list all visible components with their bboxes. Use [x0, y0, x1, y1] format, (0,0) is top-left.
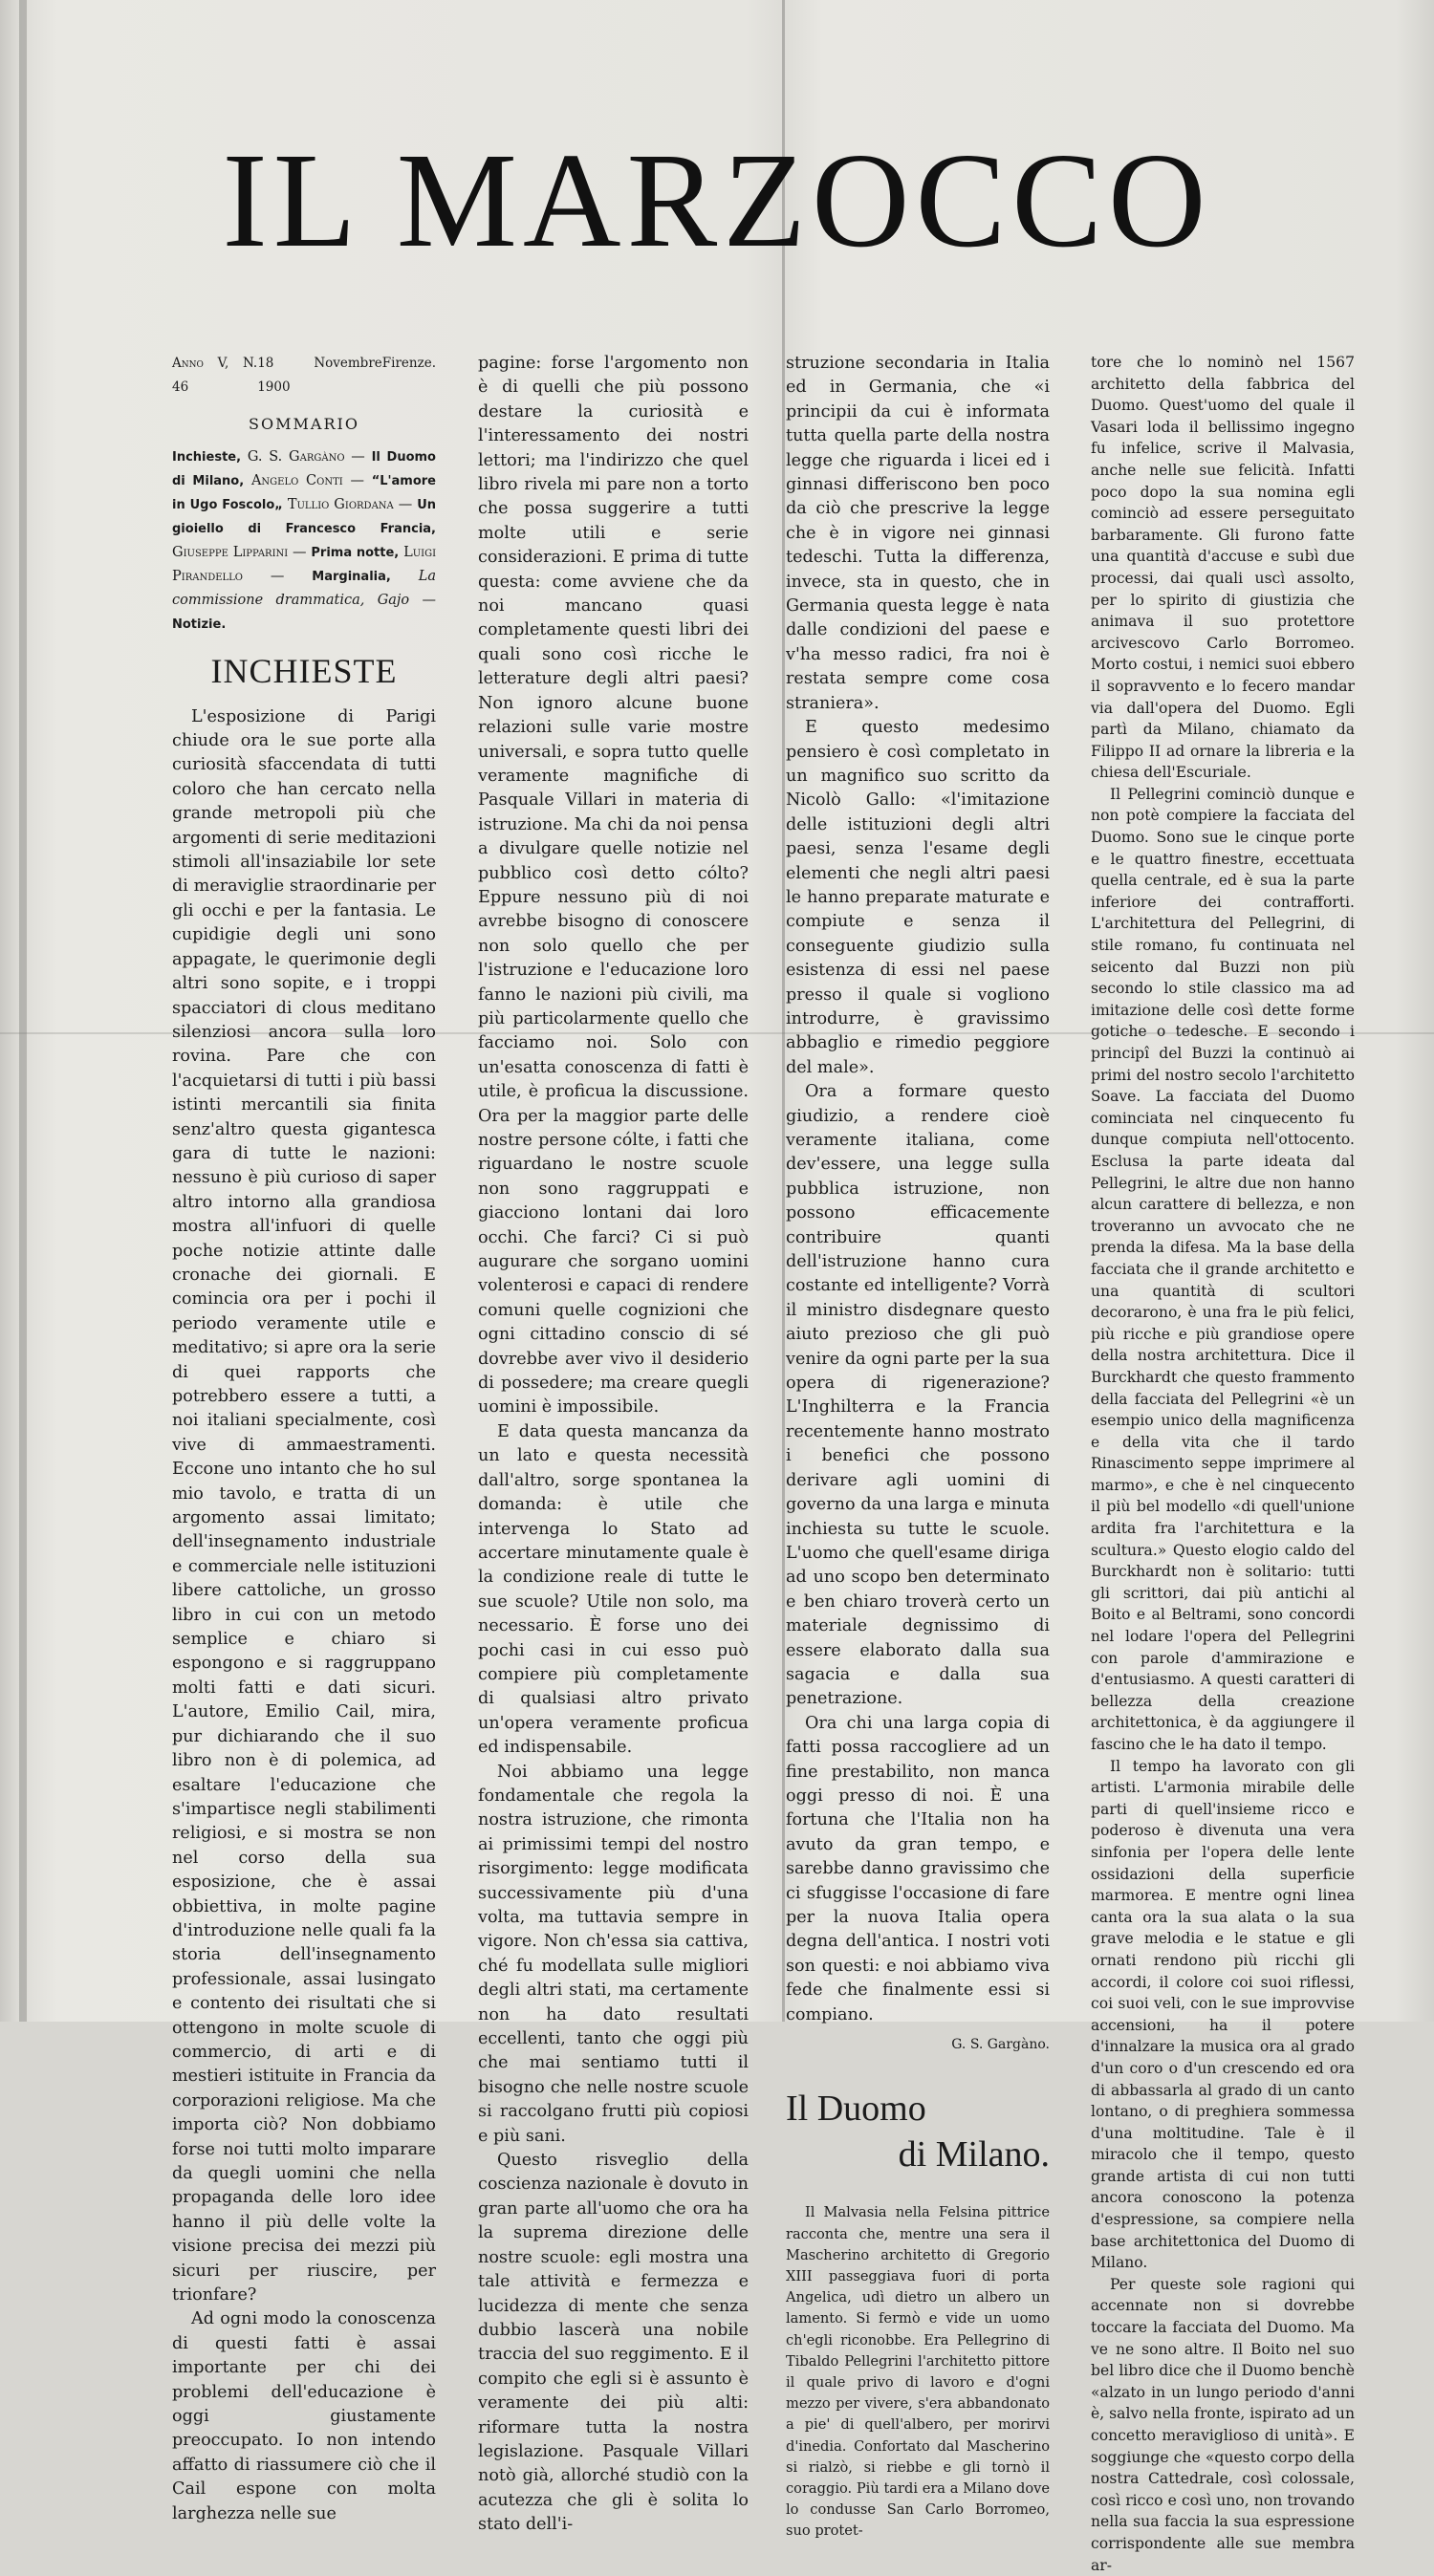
sommario-list: Inchieste, G. S. Gargàno — Il Duomo di Milano, Angelo Conti — “L'amore in Ugo Foscolo„ Tullio Giordana — Un gioiello di Francesco Francia, Giuseppe Lipparini — Prima notte, Luigi Pirandello — Marginalia, La commissione drammatica, Gajo — Notizie.	[172, 449, 437, 633]
issue-place: Firenze.	[381, 356, 436, 371]
sommario-topic: Prima notte,	[311, 546, 400, 561]
sommario-topic: Notizie.	[172, 617, 227, 633]
column-1	[172, 352, 436, 2526]
article-heading-line: Il Duomo	[786, 2089, 926, 2130]
article-paragraph: Ad ogni modo la conoscenza di questi fatti è assai importante per chi dei problemi dell'educazione è oggi giustamente preoccupato. Io non intendo affatto di riassumere ciò che il Cail espone con molta larghezza nelle sue	[172, 2309, 436, 2523]
article-paragraph: struzione secondaria in Italia ed in Germania, che «i principii da cui è informata tutta quella parte della nostra legge che riguarda i licei ed i ginnasi differiscono ben poco da ciò che prescrive la legge che è in vigore nei ginnasi tedeschi. Tutta la differenza, invece, sta in questo, che in Germania questa legge è nata dalle condizioni del paese e v'ha messo radici, fra noi è restata sempre come cosa straniera».	[786, 354, 1050, 713]
sommario-author: G. S. Gargàno	[247, 449, 345, 465]
article-paragraph: Il Pellegrini cominciò dunque e non potè compiere la facciata del Duomo. Sono sue le cinque porte e le quattro finestre, eccettuata quella centrale, ed è sua la parte inferiore dei contrafforti. L'architettura del Pellegrini, di stile romano, fu continuata nel seicento dal Buzzi non più secondo lo stile classico ma ad imitazione delle così dette forme gotiche o tedesche. E secondo i principî del Buzzi la continuò ai primi del nostro secolo l'architetto Soave. La facciata del Duomo cominciata nel cinquecento fu dunque compiuta nell'ottocento. Esclusa la parte ideata dal Pellegrini, le altre due non hanno alcun carattere di bellezza, e non troveranno un avvocato che ne prenda la difesa. Ma la base della facciata che il grande architetto e una quantità di scultori decorarono, è una fra le più felici, più ricche e più grandiose opere della nostra architettura. Dice il Burckhardt che questo frammento della facciata del Pellegrini «è un esempio unico della magnificenza e della vita che il tardo Rinascimento seppe imprimere al marmo», e che è nel cinquecento il più bel modello «di quell'unione ardita fra l'architettura e la scultura.» Questo elogio caldo del Burckhardt non è solitario: tutti gli scrittori, dai più antichi al Boito e al Beltrami, sono concordi nel lodare l'opera del Pellegrini con parole d'ammirazione e d'entusiasmo. A questi caratteri di bellezza della creazione architettonica, è da aggiungere il fascino che le ha dato il tempo.	[1091, 785, 1355, 1753]
sommario-author: La commissione drammatica, Gajo	[172, 569, 437, 609]
sommario-topic: “L'amore in Ugo Foscolo„	[172, 474, 436, 513]
issue-number: Anno V, N. 46	[172, 356, 258, 396]
page-edge-shadow	[19, 0, 27, 2022]
article-paragraph: tore che lo nominò nel 1567 architetto della fabbrica del Duomo. Quest'uomo del quale il Vasari loda il bellissimo ingegno fu infelice, scrive il Malvasia, anche nelle sue felicità. Infatti poco dopo la sua nomina egli cominciò ad essere perseguitato barbaramente. Gli furono fatte una quantità d'accuse e subì due processi, dai quali uscì assolto, per lo spirito di giustizia che animava il suo protettore arcivescovo Carlo Borromeo. Morto costui, i nemici suoi ebbero il sopravvento e lo fecero mandar via dall'opera del Duomo. Egli partì da Milano, chiamato da Filippo II ad ornare la libreria e la chiesa dell'Escuriale.	[1091, 354, 1355, 782]
sommario-author: Tullio Giordana	[287, 497, 394, 513]
dateline	[172, 352, 436, 400]
sommario-topic: Un gioiello di Francesco Francia,	[172, 498, 437, 537]
article-signature: G. S. Gargàno.	[951, 2037, 1050, 2053]
article-heading-line: di Milano.	[898, 2134, 1050, 2176]
issue-date: 18 Novembre 1900	[257, 356, 382, 396]
article-paragraph: Il tempo ha lavorato con gli artisti. L'armonia mirabile delle parti di quell'insieme ricco e poderoso è divenuta una vera sinfonia per l'opera delle lente ossidazioni della superficie marmorea. E mentre ogni linea canta ora la sua alata o la sua grave melodia e le statue e gli ornati rendono più ricchi gli accordi, il colore coi suoi riflessi, coi suoi veli, con le sue improvvise accensioni, ha il potere d'innalzare la musica ora al grado d'un coro o d'un crescendo ed ora di abbassarla al grado di un canto lontano, o di preghiera sommessa d'una moltitudine. Tale è il miracolo che il tempo, questo grande artista di cui non tutti ancora conoscono la potenza d'espressione, sa compiere nella base architettonica del Duomo di Milano.	[1091, 1757, 1355, 2272]
column-4	[1091, 352, 1355, 2576]
sommario-topic: Inchieste,	[172, 450, 242, 465]
article-paragraph: Questo risveglio della coscienza nazionale è dovuto in gran parte all'uomo che ora ha la suprema direzione delle nostre scuole: egli mostra una tale attività e fermezza e lucidezza di mente che senza dubbio lascerà una nobile traccia del suo reggimento. E il compito che egli si è assunto è veramente dei più alti: riformare tutta la nostra legislazione. Pasquale Villari notò già, allorché studiò con la acutezza che gli è solita lo stato dell'i-	[478, 2151, 749, 2535]
sommario-title: SOMMARIO	[249, 414, 359, 433]
article-paragraph: Ora a formare questo giudizio, a rendere cioè veramente italiana, come dev'essere, una legge sulla pubblica istruzione, non possono efficacemente contribuire quanti dell'istruzione hanno cura costante ed intelligente? Vorrà il ministro disdegnare questo aiuto prezioso che gli può venire da ogni parte per la sua opera di rigenerazione? L'Inghilterra e la Francia recentemente hanno mostrato i benefici che possono derivare agli uomini di governo da una larga e minuta inchiesta su tutte le scuole. L'uomo che quell'esame diriga ad uno scopo ben determinato e ben chiaro troverà certo un materiale degnissimo di essere elaborato dalla sua sagacia e dalla sua penetrazione.	[786, 1082, 1050, 1709]
article-paragraph: Il Malvasia nella Felsina pittrice racconta che, mentre una sera il Mascherino architetto di Gregorio XIII passeggiava fuori di porta Angelica, udì dietro un albero un lamento. Si fermò e vide un uomo ch'egli riconobbe. Era Pellegrino di Tibaldo Pellegrini l'architetto pittore il quale privo di lavoro e d'ogni mezzo per vivere, s'era abbandonato a pie' di quell'albero, per morirvi d'inedia. Confortato dal Mascherino si rialzò, si riebbe e gli tornò il coraggio. Più tardi era a Milano dove lo condusse San Carlo Borromeo, suo protet-	[786, 2204, 1050, 2540]
column-3	[786, 352, 1050, 2543]
article-paragraph: E data questa mancanza da un lato e questa necessità dall'altro, sorge spontanea la domanda: è utile che intervenga lo Stato ad accertare minutamente quale è la condizione reale di tutte le sue scuole? Utile non solo, ma necessario. È forse uno dei pochi casi in cui esso può compiere più completamente di qualsiasi altro privato un'opera veramente proficua ed indispensabile.	[478, 1421, 749, 1758]
article-heading-duomo	[786, 2086, 1050, 2177]
sommario-author: Luigi Pirandello	[172, 545, 437, 585]
column-2	[478, 352, 749, 2538]
sommario-topic: Marginalia,	[312, 570, 391, 585]
section-heading-inchieste: INCHIESTE	[210, 652, 398, 691]
article-paragraph: L'esposizione di Parigi chiude ora le sue porte alla curiosità sfaccendata di tutti coloro che han cercato nella grande metropoli più che argomenti di serie meditazioni stimoli all'insaziabile lor sete di meraviglie straordinarie per gli occhi e per la fantasia. Le cupidigie degli uni sono appagate, le querimonie degli altri sono sopite, e i troppi spacciatori di clous meditano silenziosi ancora sulla loro rovina. Pare che con l'acquietarsi di tutti i più bassi istinti mercantili sia finita senz'altro questa gigantesca gara di tutte le nazioni: nessuno è più curioso di saper altro intorno alla grandiosa mostra all'infuori di quelle poche notizie attinte dalle cronache dei giornali. E comincia ora per i pochi il periodo veramente utile e meditativo; si apre ora la serie di quei rapports che potrebbero essere a tutti, a noi italiani specialmente, così vive di ammaestramenti. Eccone uno intanto che ho sul mio tavolo, e tratta di un argomento assai limitato; dell'insegnamento industriale e commerciale nelle istituzioni libere cattoliche, un grosso libro in cui con un metodo semplice e chiaro si espongono e si raggruppano molti fatti e dati sicuri. L'autore, Emilio Cail, mira, pur dichiarando che il suo libro non è di polemica, ad esaltare l'educazione che s'impartisce negli stabilimenti religiosi, e si mostra se non nel corso della sua esposizione, che è assai obbiettiva, in molte pagine d'introduzione nelle quali fa la storia dell'insegnamento professionale, assai lusingato e contento dei risultati che si ottengono in molte scuole di commercio, di arti e di mestieri istituite in Francia da corporazioni religiose. Ma che importa ciò? Non dobbiamo forse noi tutti molto imparare da quegli uomini che nella propaganda delle loro idee hanno il più delle volte la visione precisa dei mezzi più sicuri per riuscire, per trionfare?	[172, 706, 436, 2305]
article-paragraph: pagine: forse l'argomento non è di quelli che più possono destare la curiosità e l'interessamento dei nostri lettori; ma l'indirizzo che quel libro rivela mi pare non a torto che possa suggerire a tutti molte utili e serie considerazioni. E prima di tutte questa: come avviene che da noi mancano quasi completamente questi libri dei quali sono così ricche le letterature degli altri paesi? Non ignoro alcune buone relazioni sulle varie mostre universali, e sopra tutto quelle veramente magnifiche di Pasquale Villari in materia di istruzione. Ma chi da noi pensa a divulgare quelle notizie nel pubblico così detto cólto? Eppure nessuno più di noi avrebbe bisogno di conoscere non solo quello che per l'istruzione e l'educazione loro fanno le nazioni più civili, ma più particolarmente quello che facciamo noi. Solo con un'esatta conoscenza di fatti è utile, è proficua la discussione. Ora per la maggior parte delle nostre persone cólte, i fatti che riguardano le nostre scuole non sono raggruppati e giacciono lontani dai loro occhi. Che farci? Ci si può augurare che sorgano uomini volenterosi e capaci di rendere comuni quelle cognizioni che ogni cittadino conscio di sé dovrebbe aver vivo il desiderio di possedere; ma creare quegli uomini è impossibile.	[478, 354, 749, 1418]
masthead-title: IL MARZOCCO	[222, 124, 1212, 275]
article-paragraph: Per queste sole ragioni qui accennate non si dovrebbe toccare la facciata del Duomo. Ma ve ne sono altre. Il Boito nel suo bel libro dice che il Duomo benchè «alzato in un lungo periodo d'anni è, salvo nella fronte, ispirato ad un concetto meraviglioso di unità». E soggiunge che «questo corpo della nostra Cattedrale, così colossale, così ricco e così uno, non trovando nella sua faccia la sua espressione corrispondente alle sue membra ar-	[1091, 2275, 1355, 2574]
sommario-author: Giuseppe Lipparini	[172, 545, 289, 561]
article-paragraph: Noi abbiamo una legge fondamentale che regola la nostra istruzione, che rimonta ai primissimi tempi del nostro risorgimento: legge modificata successivamente più d'una volta, ma tuttavia sempre in vigore. Non ch'essa sia cattiva, ché fu modellata sulle migliori degli altri stati, ma certamente non ha dato resultati eccellenti, tanto che oggi più che mai sentiamo tutti il bisogno che nelle nostre scuole si raccolgano frutti più copiosi e più sani.	[478, 1762, 749, 2146]
sommario-topic: Il Duomo di Milano,	[172, 450, 436, 489]
vertical-fold-line	[782, 0, 785, 2022]
article-paragraph: E questo medesimo pensiero è così completato in un magnifico suo scritto da Nicolò Gallo: «l'imitazione delle istituzioni degli altri paesi, senza l'esame degli elementi che negli altri paesi le hanno preparate maturate e compiute e senza il conseguente giudizio sulla esistenza di essi nel paese presso il quale si vogliono introdurre, è gravissimo abbaglio e rimedio peggiore del male».	[786, 718, 1050, 1077]
article-paragraph: Ora chi una larga copia di fatti possa raccogliere ad un fine prestabilito, non manca oggi presso di noi. È una fortuna che l'Italia non ha avuto da gran tempo, e sarebbe danno gravissimo che ci sfuggisse l'occasione di fare per la nuova Italia opera degna dell'antica. I nostri voti son questi: e noi abbiamo viva fede che finalmente essi si compiano.	[786, 1713, 1050, 2024]
sommario-author: Angelo Conti	[250, 473, 343, 489]
